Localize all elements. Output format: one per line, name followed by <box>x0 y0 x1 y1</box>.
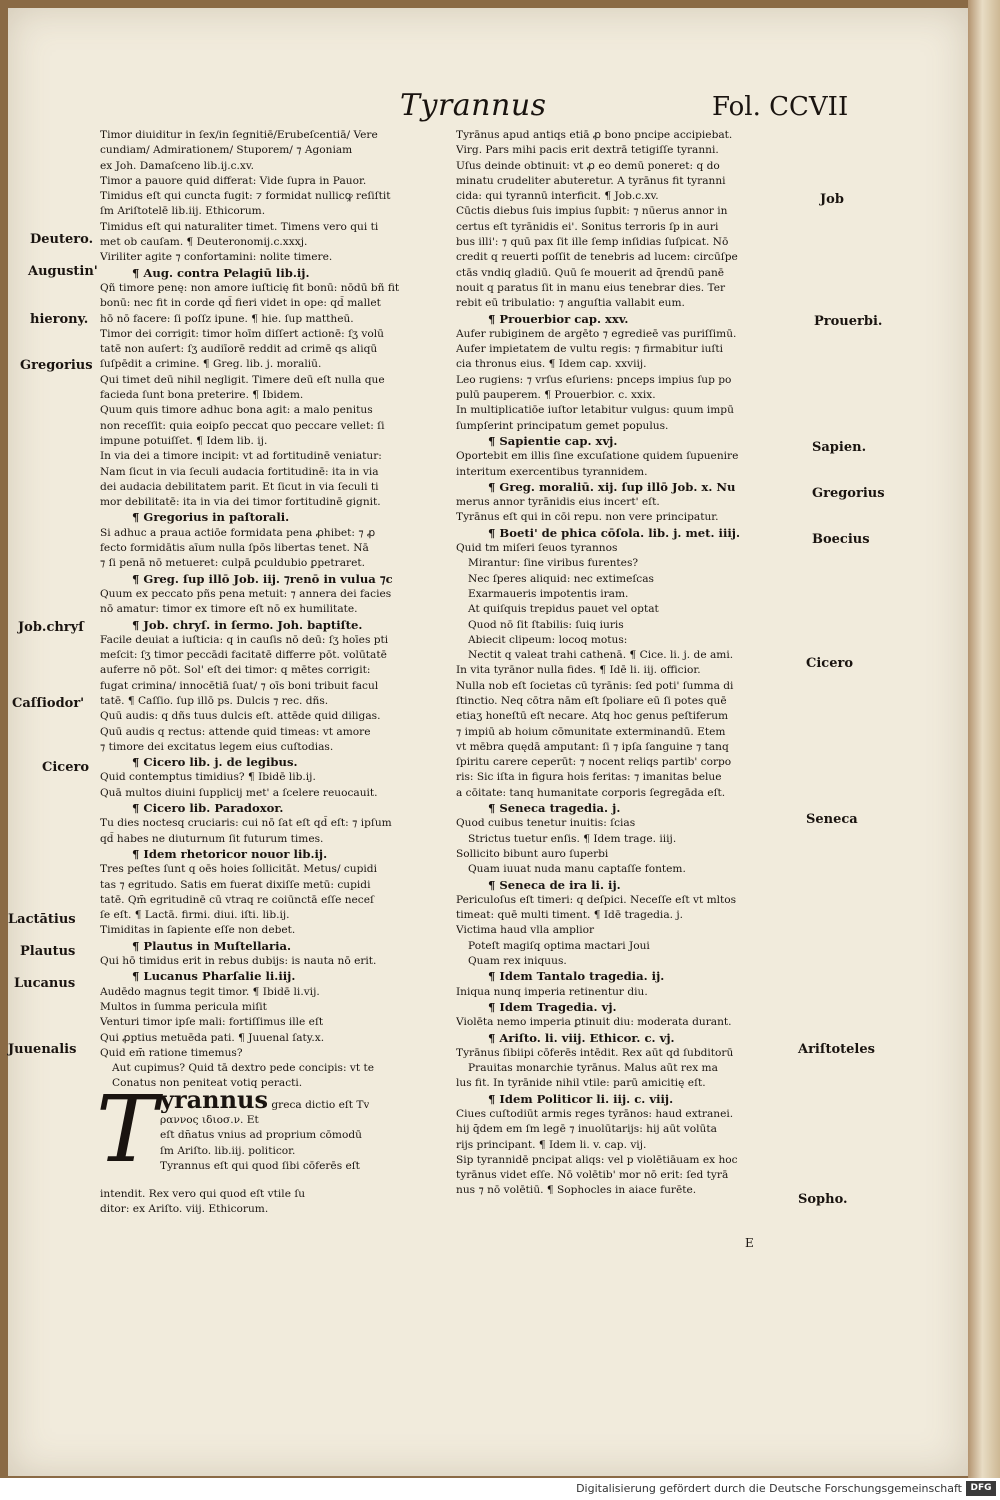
margin-note-left: Cicero <box>42 760 89 775</box>
text-line: Tyrannus eſt qui quod ſibi cōferēs eſt <box>160 1159 360 1172</box>
text-line: In multiplicatiōe iuſtor letabitur vulgus: quum impū <box>456 404 734 417</box>
text-line: Si adhuc a praua actiōe formidata pena ꝓhibet: ⁊ ꝓ <box>100 526 376 539</box>
margin-note-right: Sopho. <box>798 1192 848 1207</box>
left-text-column <box>96 128 455 1217</box>
text-line: bonū: nec fit in corde qd̄ fieri videt in ope: qd̄ mallet <box>100 297 381 310</box>
text-line: Quid contemptus timidius? ¶ Ibidē lib.ij. <box>100 771 316 784</box>
text-line: non receſſit: quia eoipſo peccat quo peccare vellet: ſi <box>100 419 385 432</box>
text-line: credit q reuerti poſſit de tenebris ad lucem: circūſpe <box>456 251 738 264</box>
text-line: Timidus eſt qui cuncta fugit: ⁊ formidat nullicꝙ reſiſtit <box>100 190 391 203</box>
citation-heading: ¶ Idem rhetoricor nouor lib.ij. <box>132 846 328 861</box>
text-line: Qñ timore penę: non amore iuſticię fit bonū: nōdū bñ fit <box>100 281 400 294</box>
margin-note-left: Job.chryſ <box>18 620 84 635</box>
text-line: auferre nō pōt. Sol' eſt dei timor: q mētes corrigit: <box>100 664 371 677</box>
text-line: Violēta nemo imperia ꝑtinuit diu: moderata durant. <box>456 1016 732 1029</box>
right-text-column <box>456 128 796 1199</box>
text-line: eſt dn̄atus vnius ad proprium cōmodū <box>160 1129 362 1142</box>
citation-heading: ¶ Greg. ſup illō Job. iij. ⁊renō in vulua ⁊c <box>132 571 393 586</box>
text-line: Sip tyrannidē pncipat aliqs: vel p violētiāuam ex hoc <box>456 1153 738 1166</box>
text-line: Quum ex peccato pñs pena metuit: ⁊ annera dei facies <box>100 587 392 600</box>
citation-heading: ¶ Boeti' de phica cōſola. lib. j. met. iiij. <box>488 525 741 540</box>
decorated-initial: T <box>96 1075 158 1183</box>
citation-heading: ¶ Lucanus Pharſalie li.iij. <box>132 969 296 984</box>
footer-credit: Digitalisierung gefördert durch die Deutsche Forschungsgemeinschaft <box>576 1482 962 1495</box>
text-line: nouit q paratus ſit in manu eius tenebrar dies. Ter <box>456 281 726 294</box>
margin-note-right: Ariſtoteles <box>798 1042 875 1057</box>
dfg-logo: DFG <box>966 1481 996 1496</box>
text-line: intendit. Rex vero qui quod eſt vtile ſu <box>100 1187 306 1200</box>
text-line: nus ⁊ nō volētiū. ¶ Sophocles in aiace furēte. <box>456 1184 697 1197</box>
text-line: impune potuiſſet. ¶ Idem lib. ij. <box>100 434 268 447</box>
catchword: E <box>745 1236 754 1250</box>
text-line: In via dei a timore incipit: vt ad fortitudinē veniatur: <box>100 450 382 463</box>
margin-note-right: Sapien. <box>812 440 867 455</box>
text-line: fecto formidātis aīum nulla ſpōs libertas tenet. Nā <box>100 542 369 555</box>
text-line: nō amatur: timor ex timore eſt nō ex humilitate. <box>100 603 358 616</box>
text-line: rebit eū tribulatio: ⁊ anguſtia vallabit eum. <box>456 297 685 310</box>
citation-heading: ¶ Idem Politicor li. iij. c. viij. <box>488 1091 674 1106</box>
citation-heading: ¶ Idem Tantalo tragedia. ij. <box>488 969 665 984</box>
margin-note-left: Juuenalis <box>8 1042 77 1057</box>
text-line: Facile deuiat a iuſticia: q in cauſis nō deū: ſʒ hoīes pti <box>100 633 389 646</box>
citation-heading: ¶ Seneca tragedia. j. <box>488 801 621 816</box>
text-line: Multos in ſumma pericula miſit <box>100 1000 267 1013</box>
text-line: lus fit. In tyrānide nihil vtile: parū amicitię eſt. <box>456 1077 706 1090</box>
text-line: Tres peſtes ſunt q oēs hoies ſollicitāt. Metus/ cupidi <box>100 863 377 876</box>
citation-heading: ¶ Prouerbior cap. xxv. <box>488 311 629 326</box>
text-line: Aut cupimus? Quid tā dextro pede concipis: vt te <box>112 1062 375 1075</box>
text-line: certus eſt tyrānidis ei'. Sonitus terroris ſp in auri <box>456 220 719 233</box>
folio-number: Fol. CCVII <box>712 92 849 122</box>
text-line: qd̄ habes ne diuturnum ſit futurum times. <box>100 832 324 845</box>
citation-heading: ¶ Greg. moraliū. xij. ſup illō Job. x. Nu <box>488 479 736 494</box>
running-head: Tyrannus <box>400 88 547 123</box>
citation-heading: ¶ Ariſto. li. viij. Ethicor. c. vj. <box>488 1030 675 1045</box>
text-line: rijs principant. ¶ Idem li. v. cap. vij. <box>456 1138 647 1151</box>
text-line: Victima haud vlla amplior <box>456 924 595 937</box>
text-line: Timor a pauore quid differat: Vide ſupra in Pauor. <box>100 174 367 187</box>
text-line: interitum exercentibus tyrannidem. <box>456 465 648 478</box>
text-line: Viriliter agite ⁊ confortamini: nolite timere. <box>100 251 333 264</box>
margin-note-left: Caſſiodor' <box>12 696 85 711</box>
footer-bar <box>0 1478 1000 1500</box>
text-line: a cōitate: tanq humanitate corporis ſegregāda eſt. <box>456 786 726 799</box>
verse-line: Nec ſperes aliquid: nec extimeſcas <box>468 572 654 585</box>
text-line: Nam ſicut in via ſeculi audacia fortitudinē: ita in via <box>100 465 379 478</box>
margin-note-right: Cicero <box>806 656 853 671</box>
text-line: Timor diuiditur in ſex/in ſegnitiē/Erubeſcentiā/ Vere <box>100 129 378 141</box>
margin-note-left: Lucanus <box>14 976 76 991</box>
text-line: etiaʒ honeſtū eſt necare. Atq hoc genus peſtiferum <box>456 710 729 723</box>
text-line: ⁊ timore dei excitatus legem eius cuſtodias. <box>100 740 334 753</box>
text-line: Quū audis q rectus: attende quid timeas: vt amore <box>100 725 371 738</box>
text-line: ſpiritu carere ceperūt: ⁊ nocent reliqs partib' corpo <box>456 756 732 769</box>
text-line: Iniqua nunq imperia retinentur diu. <box>456 985 648 998</box>
text-line: facieda ſunt bona preterire. ¶ Ibidem. <box>100 389 304 402</box>
text-line: timeat: quē multi timent. ¶ Idē tragedia. j. <box>456 909 684 922</box>
text-line: Nulla nob eſt ſocietas cū tyrānis: ſed poti' ſumma di <box>456 679 734 692</box>
text-line: Uſus deinde obtinuit: vt ꝓ eo demū poneret: q do <box>456 159 720 172</box>
margin-note-right: Job <box>820 192 844 207</box>
text-line: Tyrānus eſt qui in cōi repu. non vere principatur. <box>456 511 719 524</box>
text-line: Quid tm miſeri ſeuos tyrannos <box>456 542 618 555</box>
text-line: ditor: ex Ariſto. viij. Ethicorum. <box>100 1203 269 1215</box>
margin-note-left: Plautus <box>20 944 76 959</box>
text-line: met ob cauſam. ¶ Deuteronomij.c.xxxj. <box>100 236 308 249</box>
text-line: cundiam/ Admirationem/ Stuporem/ ⁊ Agoniam <box>100 144 353 157</box>
verse-line: Quam iuuat nuda manu captaſſe fontem. <box>468 863 686 876</box>
margin-note-right: Gregorius <box>812 486 885 501</box>
text-line: Quā multos diuini ſupplicij met' a ſcelere reuocauit. <box>100 786 378 799</box>
text-line: cida: qui tyrannū interficit. ¶ Job.c.xv. <box>456 190 659 203</box>
verse-line: At quiſquis trepidus pauet vel optat <box>468 603 659 616</box>
text-line: Ciues cuſtodiūt armis reges tyrānos: haud extranei. <box>456 1108 734 1120</box>
margin-note-right: Boecius <box>812 532 870 547</box>
text-line: Tu dies noctesq cruciaris: cui nō ſat eſt qd̄ eſt: ⁊ ipſum <box>100 817 392 830</box>
text-line: hij q̄dem em ſm legē ⁊ inuolūtarijs: hij aūt volūta <box>456 1123 717 1136</box>
text-line: ſtinctio. Neq cōtra nām eſt ſpoliare eū ſi potes quē <box>456 694 727 707</box>
verse-line: Quam rex iniquus. <box>468 955 567 968</box>
entry-title: yrannus <box>160 1091 268 1113</box>
verse-line: Poteſt magiſq optima mactari Joui <box>468 939 650 952</box>
text-line: Periculoſus eſt timeri: q deſpici. Neceſſe eſt vt mltos <box>456 893 737 906</box>
text-line: Qui hō timidus erit in rebus dubijs: is nauta nō erit. <box>100 955 377 968</box>
text-line: Quū audis: q dñs tuus dulcis eſt. attēde quid diligas. <box>100 710 381 723</box>
verse-line: Mirantur: ſine viribus furentes? <box>468 557 639 570</box>
citation-heading: ¶ Job. chryſ. in ſermo. Joh. baptiſte. <box>132 617 363 632</box>
text-line: fugat crimina/ innocētiā ſuat/ ⁊ oīs boni tribuit facul <box>100 679 379 692</box>
text-line: Timiditas in ſapiente eſſe non debet. <box>100 924 296 937</box>
text-line: Qui timet deū nihil negligit. Timere deū eſt nulla que <box>100 373 385 386</box>
citation-heading: ¶ Plautus in Muſtellaria. <box>132 938 292 953</box>
page-edge <box>968 0 1000 1478</box>
margin-note-left: hierony. <box>30 312 89 327</box>
text-line: ſe eſt. ¶ Lactā. firmi. diui. iſti. lib.ij. <box>100 909 290 922</box>
text-line: vt mēbra quędā amputant: ſi ⁊ ipſa ſanguine ⁊ tanq <box>456 740 729 753</box>
text-line: bus illi': ⁊ quū pax ſit ille ſemp inſidias ſuſpicat. Nō <box>456 236 729 249</box>
text-line: tyrānus videt eſſe. Nō volētib' mor nō erit: ſed tyrā <box>456 1169 729 1182</box>
citation-heading: ¶ Idem Tragedia. vj. <box>488 999 617 1014</box>
text-line: ſuſpēdit a crimine. ¶ Greg. lib. j. moraliū. <box>100 358 322 371</box>
text-line: ſm Ariſtotelē lib.iij. Ethicorum. <box>100 205 266 218</box>
citation-heading: ¶ Sapientie cap. xvj. <box>488 433 618 448</box>
citation-heading: ¶ Cicero lib. Paradoxor. <box>132 801 284 816</box>
text-line: Timidus eſt qui naturaliter timet. Timens vero qui ti <box>100 220 379 233</box>
text-line: ex Joh. Damaſceno lib.ij.c.xv. <box>100 159 254 172</box>
text-line: meſcit: ſʒ timor peccādi facitatē differre pōt. volūtatē <box>100 649 387 662</box>
entry-text <box>160 1092 369 1174</box>
verse-line: Exarmaueris impotentis iram. <box>468 587 629 600</box>
text-line: Virg. Pars mihi pacis erit dextrā tetigiſſe tyranni. <box>456 144 719 157</box>
margin-note-right: Seneca <box>806 812 858 827</box>
text-line: In vita tyrānor nulla fides. ¶ Idē li. iij. officior. <box>456 664 701 677</box>
text-line: greca dictio eſt Tv <box>271 1098 370 1111</box>
text-line: ⁊ ſi penā nō metueret: culpā ꝑculdubio ꝑpetraret. <box>100 557 365 570</box>
text-line: Conatus non peniteat votiq peracti. <box>112 1077 303 1090</box>
verse-line: Quod nō ſit ſtabilis: ſuiq iuris <box>468 618 624 631</box>
text-line: Tyrānus ſibiipi cōferēs intēdit. Rex aūt qd ſubditorū <box>456 1046 734 1059</box>
text-line: Qui ꝓptius metuēda pati. ¶ Juuenal ſaty.x. <box>100 1031 325 1044</box>
text-line: mor debilitatē: ita in via dei timor fortitudinē gignit. <box>100 496 381 509</box>
text-line: Aufer impietatem de vultu regis: ⁊ firmabitur iuſti <box>456 343 724 356</box>
margin-note-right: Prouerbi. <box>814 314 883 329</box>
text-line: Timor dei corrigit: timor hoīm diſſert actionē: ſʒ volū <box>100 327 384 340</box>
margin-note-left: Lactātius <box>8 912 76 927</box>
text-line: Audēdo magnus tegit timor. ¶ Ibidē li.vij. <box>100 985 320 998</box>
text-line: pulū pauperem. ¶ Prouerbior. c. xxix. <box>456 389 656 402</box>
text-line: Quid em̄ ratione timemus? <box>100 1046 243 1059</box>
text-line: Sollicito bibunt auro ſuperbi <box>456 847 609 860</box>
verse-line: Abiecit clipeum: locoq motus: <box>468 633 628 646</box>
text-line: cia thronus eius. ¶ Idem cap. xxviij. <box>456 358 647 371</box>
citation-heading: ¶ Seneca de ira li. ij. <box>488 877 621 892</box>
text-line: Venturi timor ipſe mali: fortiſſimus ille eſt <box>100 1016 324 1029</box>
text-line: ctās vndiq gladiū. Quū ſe mouerit ad q̄rendū panē <box>456 266 725 279</box>
citation-heading: ¶ Aug. contra Pelagiū lib.ij. <box>132 265 310 280</box>
citation-heading: ¶ Cicero lib. j. de legibus. <box>132 755 298 770</box>
verse-line: Strictus tuetur enſis. ¶ Idem trage. iiij. <box>468 832 677 845</box>
citation-heading: ¶ Gregorius in paſtorali. <box>132 510 290 525</box>
text-line: Quod cuibus tenetur inuitis: ſcias <box>456 817 636 830</box>
verse-line: Nectit q valeat trahi cathenā. ¶ Cice. li. j. de ami. <box>468 649 734 662</box>
text-line: Tyrānus apud antiqs etiā ꝓ bono pncipe accipiebat. <box>456 129 733 141</box>
text-line: ſumpſerint principatum gemet populus. <box>456 419 669 432</box>
text-line: tas ⁊ egritudo. Satis em fuerat dixiſſe metū: cupidi <box>100 878 371 891</box>
text-line: Cūctis diebus ſuis impius ſupbit: ⁊ nūerus annor in <box>456 205 728 218</box>
text-line: tatē. ¶ Caſſio. ſup illō ps. Dulcis ⁊ rec. dñs. <box>100 694 329 707</box>
text-line: ris: Sic iſta in figura hois feritas: ⁊ imanitas belue <box>456 771 722 784</box>
margin-note-left: Augustin' <box>28 264 98 279</box>
text-line: merus annor tyrānidis eius incert' eſt. <box>456 496 660 509</box>
text-line: Aufer rubiginem de argēto ⁊ egredieē vas puriſſimū. <box>456 327 737 340</box>
text-line: dei audacia debilitatem parit. Et ſicut in via ſeculi ti <box>100 480 379 493</box>
text-line: Prauitas monarchie tyrānus. Malus aūt rex ma <box>468 1062 718 1075</box>
text-line: hō nō facere: ſi poſſz ipune. ¶ hie. ſup mattheū. <box>100 312 354 325</box>
text-line: Leo rugiens: ⁊ vrſus eſuriens: pnceps impius ſup po <box>456 373 732 386</box>
text-line: Oportebit em illis ſine excuſatione quidem ſupuenire <box>456 450 739 463</box>
margin-note-left: Gregorius <box>20 358 93 373</box>
text-line: tatē non auſert: ſʒ audiīorē reddit ad crimē qs aliqū <box>100 343 378 356</box>
text-line: minatu crudeliter abuteretur. A tyrānus fit tyranni <box>456 174 726 187</box>
text-line: Quum quis timore adhuc bona agit: a malo penitus <box>100 404 373 417</box>
margin-note-left: Deutero. <box>30 232 94 247</box>
text-line: ραννος ιδιοσ.ν. Et <box>160 1114 259 1126</box>
entry-title-line <box>160 1092 369 1113</box>
text-line: ⁊ impiū ab hoium cōmunitate exterminandū. Etem <box>456 725 726 738</box>
text-line: tatē. Qm̄ egritudinē cū vtraq re coiūnctā eſſe neceſ <box>100 893 374 906</box>
text-line: ſm Ariſto. lib.iij. politicor. <box>160 1144 296 1157</box>
